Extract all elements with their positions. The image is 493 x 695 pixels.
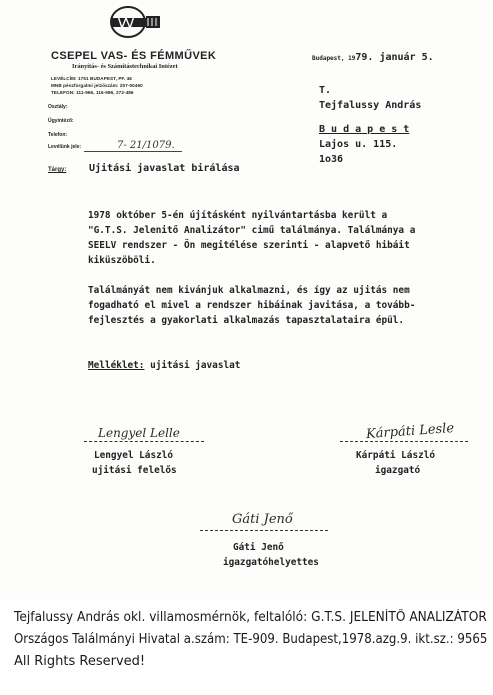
signatory-name-2: Kárpáti László [356, 450, 436, 461]
recipient-city: B u d a p e s t [319, 124, 410, 135]
company-name: CSEPEL VAS- ÉS FÉMMŰVEK [51, 50, 217, 62]
recipient-name: Tejfalussy András [319, 100, 422, 111]
label-phone: Telefon: [48, 132, 68, 138]
signatory-title-1: ujitási felelős [92, 465, 177, 476]
caption-line: Országos Találmányi Hivatal a.szám: TE-909. Budapest,1978.azg.9. ikt.sz.: 9565 [14, 632, 488, 647]
label-department: Osztály: [48, 104, 68, 110]
signatory-title-2: igazgató [375, 465, 421, 476]
signature-handwriting-1: Lengyel Lelle [98, 426, 180, 440]
body-line: "G.T.S. Jelenitő Analizátor" cimű találmánya. Találmánya a [88, 225, 416, 236]
body-line: fejlesztés a gyakorlati alkalmazás tapasztalataira épül. [88, 315, 405, 326]
attachment-line [88, 360, 240, 371]
body-line: 1978 október 5-én újításként nyilvántartásba került a [88, 210, 388, 221]
attachment-text: ujitási javaslat [144, 360, 241, 371]
label-reference: Levélünk jele: [48, 144, 82, 150]
caption-line: Tejfalussy András okl. villamosmérnök, feltalóló: G.T.S. JELENÍTŐ ANALIZÁTOR [14, 610, 487, 625]
body-line: fogadható el mivel a rendszer hibáinak javitása, a tovább- [88, 300, 416, 311]
signature-dash-line [84, 441, 204, 442]
reference-underline [84, 151, 182, 152]
signature-handwriting-2: Kárpáti Lesle [365, 420, 455, 443]
signature-dash-line [200, 530, 328, 531]
date-prefix: Budapest, 19 [312, 55, 356, 62]
body-line: kiküszöböli. [88, 255, 156, 266]
recipient-salutation: T. [319, 85, 332, 96]
body-line: Találmányát nem kivánjuk alkalmazni, és így az ujitás nem [88, 285, 410, 296]
letter-date [312, 52, 434, 63]
body-line: SEELV rendszer - Ön megitélése szerinti - alapvető hibáit [88, 240, 410, 251]
reference-number: 7- 21/1079. [117, 140, 175, 151]
subject-text: Ujitási javaslat birálása [89, 163, 240, 174]
company-phone: TELEFON: 111-966, 116-986, 272-486 [51, 90, 134, 95]
date-value: 79. január 5. [355, 52, 434, 63]
recipient-zip: 1o36 [319, 154, 344, 165]
signatory-title-3: igazgatóhelyettes [223, 557, 319, 568]
recipient-street: Lajos u. 115. [319, 139, 398, 150]
signatory-name-3: Gáti Jenő [233, 542, 284, 553]
signature-handwriting-3: Gáti Jenő [232, 512, 293, 527]
company-bank-code: MNB pénzforgalmi jelzőszám: 207-00460 [51, 83, 143, 88]
company-logo-icon [106, 4, 162, 40]
subject-label: Tárgy: [48, 167, 67, 173]
caption-line: All Rights Reserved! [14, 654, 146, 669]
signature-dash-line [340, 441, 468, 442]
label-clerk: Ügyintéző: [48, 118, 74, 124]
signatory-name-1: Lengyel László [94, 450, 174, 461]
company-subtitle: Irányítás- és Számítástechnikai Intézet [72, 63, 178, 70]
attachment-label: Melléklet: [88, 360, 145, 371]
company-address: LEVÉLCÍM: 1751 BUDAPEST, PF. 46 [51, 76, 132, 81]
